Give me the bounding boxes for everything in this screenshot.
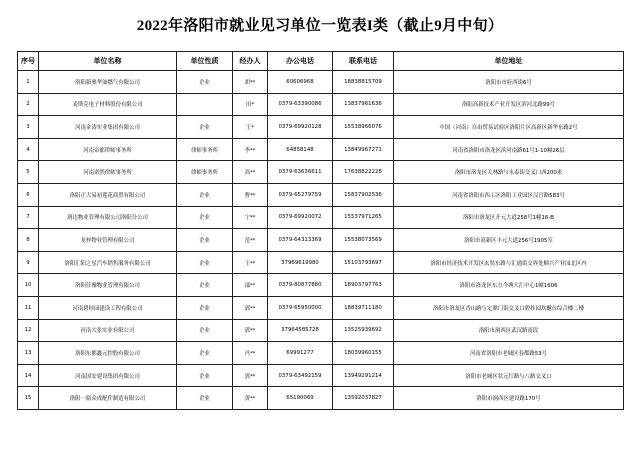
- cell-handler: 郭**: [233, 296, 268, 319]
- cell-company: 洛阳佳豫物业管理有限公司: [39, 274, 177, 297]
- table-row: [18, 274, 624, 297]
- cell-nature: 企业: [177, 183, 233, 206]
- cell-address: 洛阳市高新区丰元大道256号1905室: [394, 229, 624, 252]
- cell-nature: 企业: [177, 229, 233, 252]
- cell-nature: 企业: [177, 319, 233, 342]
- cell-address: 河南省洛阳市老城区春都路53号: [394, 342, 624, 365]
- table-row: [18, 206, 624, 229]
- cell-office-phone: 0379-69920072: [268, 206, 333, 229]
- cell-contact-phone: 15537971265: [333, 206, 394, 229]
- cell-handler: 曹**: [233, 183, 268, 206]
- cell-nature: 企业: [177, 296, 233, 319]
- cell-office-phone: 0379-63390086: [268, 93, 333, 116]
- header-row: [18, 52, 624, 71]
- cell-address: 洛阳市经济技术开发区玄奘东路与汇通街交界处顺兴产业园北区内: [394, 251, 624, 274]
- cell-address: 中国（河南）自由贸易试验区洛阳片区高新区新华东路2号: [394, 116, 624, 139]
- cell-handler: 高**: [233, 161, 268, 184]
- cell-index: 11: [18, 296, 39, 319]
- cell-contact-phone: 18903797763: [333, 274, 394, 297]
- cell-nature: 企业: [177, 342, 233, 365]
- table-row: [18, 364, 624, 387]
- cell-office-phone: 65190069: [268, 387, 333, 410]
- col-header-index: 序号: [18, 52, 39, 71]
- cell-office-phone: 64858148: [268, 138, 333, 161]
- cell-index: 6: [18, 183, 39, 206]
- cell-contact-phone: 18838815709: [333, 71, 394, 94]
- cell-address: 洛阳市洛龙区东方今典大汇中心1幢1606: [394, 274, 624, 297]
- cell-contact-phone: 15837902536: [333, 183, 394, 206]
- cell-handler: 李**: [233, 138, 268, 161]
- cell-address: 洛阳市涧西区武汉路南段: [394, 319, 624, 342]
- cell-index: 1: [18, 71, 39, 94]
- cell-contact-phone: 18039960155: [333, 342, 394, 365]
- cell-handler: 冯**: [233, 342, 268, 365]
- cell-office-phone: 0379-69920128: [268, 116, 333, 139]
- cell-address: 洛阳市洛龙区关林路与永泰街交叉口西200米: [394, 161, 624, 184]
- cell-company: 洛阳新奥华油燃气有限公司: [39, 71, 177, 94]
- col-header-address: 单位地址: [394, 52, 624, 71]
- cell-index: 3: [18, 116, 39, 139]
- cell-office-phone: 0379-80877880: [268, 274, 333, 297]
- table-row: [18, 116, 624, 139]
- cell-address: 河南省洛阳市洛龙区滨河南路61号1-10幢26层: [394, 138, 624, 161]
- cell-address: 洛阳市洛龙区开元大道258号1幢16-B: [394, 206, 624, 229]
- cell-index: 2: [18, 93, 39, 116]
- cell-office-phone: 0379-63492159: [268, 364, 333, 387]
- table-row: [18, 161, 624, 184]
- table-row: [18, 296, 624, 319]
- cell-address: 河南省洛阳市西工区洛阳工业园区汉宫路583号: [394, 183, 624, 206]
- cell-office-phone: 37969619980: [268, 251, 333, 274]
- col-header-handler: 经办人: [233, 52, 268, 71]
- cell-company: 龙梓物业管理有限公司: [39, 229, 177, 252]
- col-header-nature: 单位性质: [177, 52, 233, 71]
- cell-handler: 范**: [233, 229, 268, 252]
- cell-index: 15: [18, 387, 39, 410]
- cell-nature: 企业: [177, 387, 233, 410]
- table-row: [18, 229, 624, 252]
- cell-contact-phone: 15538966076: [333, 116, 394, 139]
- cell-address: 洛阳市市府西街6号: [394, 71, 624, 94]
- cell-index: 4: [18, 138, 39, 161]
- cell-nature: 企业: [177, 274, 233, 297]
- table-row: [18, 251, 624, 274]
- cell-index: 9: [18, 251, 39, 274]
- cell-company: 洛阳东都鑫元控股有限公司: [39, 342, 177, 365]
- cell-company: 河南金涛实业集团有限公司: [39, 116, 177, 139]
- cell-company: 河南帝都律师事务所: [39, 138, 177, 161]
- cell-company: 洛阳正大易初莲花商贸有限公司: [39, 183, 177, 206]
- cell-nature: 企业: [177, 116, 233, 139]
- cell-handler: 王*: [233, 116, 268, 139]
- cell-handler: 黄**: [233, 387, 268, 410]
- cell-address: 洛阳市涧西区建设路170号: [394, 387, 624, 410]
- cell-contact-phone: 13849967271: [333, 138, 394, 161]
- cell-index: 10: [18, 274, 39, 297]
- cell-company: 河南碧桂园建设工程有限公司: [39, 296, 177, 319]
- table-row: [18, 183, 624, 206]
- cell-contact-phone: 13837961636: [333, 93, 394, 116]
- col-header-company: 单位名称: [39, 52, 177, 71]
- employer-table: [17, 51, 624, 410]
- cell-office-phone: 69991277: [268, 342, 333, 365]
- cell-company: 麦斯克电子材料股份有限公司: [39, 93, 177, 116]
- table-row: [18, 319, 624, 342]
- cell-company: 洛阳汇阳之星汽车销售服务有限公司: [39, 251, 177, 274]
- cell-handler: 王**: [233, 251, 268, 274]
- cell-office-phone: 60606968: [268, 71, 333, 94]
- table-row: [18, 387, 624, 410]
- cell-company: 润达物业管理有限公司洛阳分公司: [39, 206, 177, 229]
- cell-address: 洛阳市老城区状元红路与八路交叉口: [394, 364, 624, 387]
- cell-handler: 邵**: [233, 274, 268, 297]
- cell-nature: 律师事务所: [177, 161, 233, 184]
- cell-company: 河南诺然律师事务所: [39, 161, 177, 184]
- cell-company: 河南国安建设集团有限公司: [39, 364, 177, 387]
- cell-nature: 企业: [177, 364, 233, 387]
- cell-contact-phone: 13525939692: [333, 319, 394, 342]
- cell-contact-phone: 15103793697: [333, 251, 394, 274]
- cell-nature: 企业: [177, 206, 233, 229]
- col-header-office-phone: 办公电话: [268, 52, 333, 71]
- cell-office-phone: 0379-65950000: [268, 296, 333, 319]
- table-row: [18, 138, 624, 161]
- cell-handler: 郭**: [233, 364, 268, 387]
- cell-contact-phone: 18839711180: [333, 296, 394, 319]
- cell-index: 7: [18, 206, 39, 229]
- cell-address: 洛阳市洛龙区香山路与定鼎门街交叉口碧桂园玖樾台综合楼二楼: [394, 296, 624, 319]
- cell-handler: 宁**: [233, 206, 268, 229]
- cell-index: 8: [18, 229, 39, 252]
- col-header-contact-phone: 联系电话: [333, 52, 394, 71]
- cell-contact-phone: 17638822228: [333, 161, 394, 184]
- cell-nature: 企业: [177, 71, 233, 94]
- cell-address: 洛阳高新技术产业开发区滨河北路99号: [394, 93, 624, 116]
- cell-contact-phone: 15538073569: [333, 229, 394, 252]
- cell-office-phone: 37964585728: [268, 319, 333, 342]
- cell-handler: 郭**: [233, 319, 268, 342]
- cell-contact-phone: 13949291214: [333, 364, 394, 387]
- table-row: [18, 71, 624, 94]
- cell-nature: 企业: [177, 251, 233, 274]
- cell-index: 13: [18, 342, 39, 365]
- cell-index: 5: [18, 161, 39, 184]
- cell-index: 14: [18, 364, 39, 387]
- cell-office-phone: 0379-63636611: [268, 161, 333, 184]
- table-row: [18, 93, 624, 116]
- cell-handler: 胡**: [233, 71, 268, 94]
- cell-company: 洛阳一瓶众成配件制造有限公司: [39, 387, 177, 410]
- cell-contact-phone: 13592037827: [333, 387, 394, 410]
- table-row: [18, 342, 624, 365]
- cell-handler: 田*: [233, 93, 268, 116]
- cell-company: 河南大张实业有限公司: [39, 319, 177, 342]
- cell-office-phone: 0379-64313369: [268, 229, 333, 252]
- cell-office-phone: 0379-65279759: [268, 183, 333, 206]
- cell-nature: 律师事务所: [177, 138, 233, 161]
- cell-nature: [177, 93, 233, 116]
- cell-index: 12: [18, 319, 39, 342]
- page-title: 2022年洛阳市就业见习单位一览表I类（截止9月中旬）: [136, 18, 504, 34]
